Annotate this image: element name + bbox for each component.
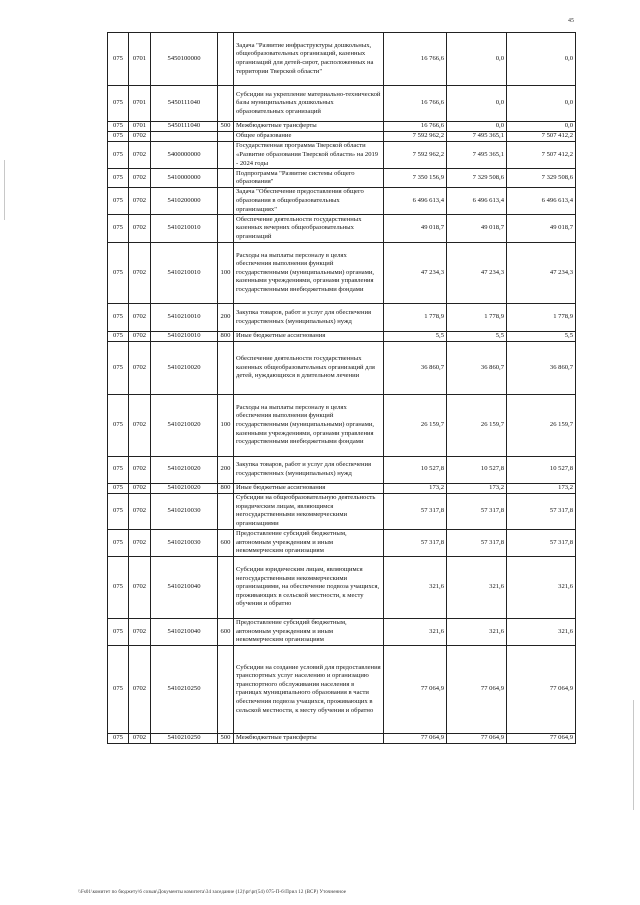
cell-ved: 075 — [108, 142, 129, 169]
cell-razdel: 0702 — [129, 646, 151, 734]
cell-razdel: 0702 — [129, 483, 151, 493]
cell-expense-type: 200 — [218, 304, 234, 331]
cell-amount-year2: 10 527,8 — [447, 456, 507, 483]
cell-razdel: 0702 — [129, 529, 151, 556]
cell-ved: 075 — [108, 242, 129, 304]
cell-razdel: 0702 — [129, 341, 151, 394]
cell-amount-year1: 57 317,8 — [384, 494, 447, 530]
cell-amount-year1: 6 496 613,4 — [384, 188, 447, 215]
cell-target-article: 5410200000 — [151, 188, 218, 215]
cell-name: Задача "Обеспечение предоставления общего образования в общеобразовательных организациях" — [234, 188, 384, 215]
cell-amount-year1: 321,6 — [384, 618, 447, 645]
cell-ved: 075 — [108, 557, 129, 619]
cell-amount-year1: 5,5 — [384, 331, 447, 341]
cell-expense-type — [218, 169, 234, 188]
table-body — [108, 33, 576, 744]
cell-amount-year2: 0,0 — [447, 86, 507, 122]
table-row — [108, 557, 576, 619]
cell-expense-type — [218, 188, 234, 215]
cell-amount-year3: 36 860,7 — [507, 341, 576, 394]
cell-name: Иные бюджетные ассигнования — [234, 483, 384, 493]
cell-amount-year2: 7 495 365,1 — [447, 142, 507, 169]
cell-expense-type — [218, 86, 234, 122]
cell-amount-year2: 36 860,7 — [447, 341, 507, 394]
cell-target-article: 5450111040 — [151, 121, 218, 131]
cell-expense-type — [218, 215, 234, 242]
cell-amount-year1: 321,6 — [384, 557, 447, 619]
cell-name: Закупка товаров, работ и услуг для обеспечения государственных (муниципальных) нужд — [234, 456, 384, 483]
cell-target-article: 5410210020 — [151, 456, 218, 483]
cell-amount-year3: 321,6 — [507, 557, 576, 619]
cell-ved: 075 — [108, 33, 129, 86]
table-row — [108, 618, 576, 645]
cell-amount-year3: 47 234,3 — [507, 242, 576, 304]
cell-name: Предоставление субсидий бюджетным, автономным учреждениям и иным некоммерческим организациям — [234, 618, 384, 645]
cell-ved: 075 — [108, 646, 129, 734]
cell-amount-year2: 7 495 365,1 — [447, 132, 507, 142]
cell-target-article: 5410000000 — [151, 169, 218, 188]
cell-target-article: 5410210010 — [151, 331, 218, 341]
cell-expense-type — [218, 557, 234, 619]
cell-ved: 075 — [108, 304, 129, 331]
cell-amount-year2: 26 159,7 — [447, 394, 507, 456]
cell-name: Межбюджетные трансферты — [234, 733, 384, 743]
cell-amount-year3: 57 317,8 — [507, 494, 576, 530]
cell-name: Государственная программа Тверской области «Развитие образования Тверской области» на 2019 - 2024 годы — [234, 142, 384, 169]
scan-edge-mark-left — [4, 160, 5, 220]
cell-razdel: 0702 — [129, 188, 151, 215]
cell-amount-year1: 16 766,6 — [384, 86, 447, 122]
cell-expense-type: 500 — [218, 733, 234, 743]
cell-amount-year2: 0,0 — [447, 33, 507, 86]
cell-name: Межбюджетные трансферты — [234, 121, 384, 131]
cell-amount-year2: 173,2 — [447, 483, 507, 493]
cell-ved: 075 — [108, 169, 129, 188]
cell-amount-year3: 0,0 — [507, 121, 576, 131]
cell-amount-year1: 7 592 962,2 — [384, 142, 447, 169]
cell-expense-type: 600 — [218, 618, 234, 645]
page-number: 45 — [568, 18, 574, 24]
cell-ved: 075 — [108, 121, 129, 131]
cell-amount-year2: 47 234,3 — [447, 242, 507, 304]
cell-name: Обеспечение деятельности государственных казенных общеобразовательных организаций для детей, нуждающихся в длительном лечении — [234, 341, 384, 394]
footer-file-path: \\Fs01\комитет по бюджету\6 созыв\Документы комитета\34 заседание (12)\pr\pr(54) 075-П-6\Прил 12 (ВСР) Уточненное — [78, 890, 347, 895]
cell-name: Расходы на выплаты персоналу в целях обеспечения выполнения функций государственными (муниципальными) органами, казенными учреждениями, органами управления государственными внебюджетными фондами — [234, 242, 384, 304]
cell-ved: 075 — [108, 394, 129, 456]
cell-name: Расходы на выплаты персоналу в целях обеспечения выполнения функций государственными (муниципальными) органами, казенными учреждениями, органами управления государственными внебюджетными фондами — [234, 394, 384, 456]
table-row — [108, 733, 576, 743]
cell-expense-type: 500 — [218, 121, 234, 131]
cell-name: Подпрограмма "Развитие системы общего образования" — [234, 169, 384, 188]
cell-amount-year2: 0,0 — [447, 121, 507, 131]
cell-amount-year2: 5,5 — [447, 331, 507, 341]
cell-name: Иные бюджетные ассигнования — [234, 331, 384, 341]
cell-expense-type: 800 — [218, 331, 234, 341]
cell-amount-year3: 0,0 — [507, 33, 576, 86]
cell-amount-year3: 7 329 508,6 — [507, 169, 576, 188]
cell-amount-year1: 77 064,9 — [384, 646, 447, 734]
cell-expense-type — [218, 341, 234, 394]
cell-ved: 075 — [108, 494, 129, 530]
cell-amount-year3: 6 496 613,4 — [507, 188, 576, 215]
cell-target-article: 5410210010 — [151, 215, 218, 242]
table-row — [108, 394, 576, 456]
cell-amount-year2: 77 064,9 — [447, 646, 507, 734]
scan-edge-mark — [633, 700, 634, 810]
cell-expense-type — [218, 494, 234, 530]
cell-amount-year3: 57 317,8 — [507, 529, 576, 556]
cell-expense-type: 200 — [218, 456, 234, 483]
table-row — [108, 132, 576, 142]
cell-amount-year3: 49 018,7 — [507, 215, 576, 242]
cell-ved: 075 — [108, 483, 129, 493]
table-row — [108, 142, 576, 169]
cell-amount-year3: 10 527,8 — [507, 456, 576, 483]
cell-amount-year3: 77 064,9 — [507, 733, 576, 743]
table-row — [108, 121, 576, 131]
cell-target-article: 5410210010 — [151, 242, 218, 304]
cell-amount-year1: 26 159,7 — [384, 394, 447, 456]
cell-target-article: 5410210250 — [151, 733, 218, 743]
cell-expense-type: 100 — [218, 394, 234, 456]
cell-target-article: 5410210020 — [151, 394, 218, 456]
cell-expense-type — [218, 142, 234, 169]
cell-amount-year2: 57 317,8 — [447, 529, 507, 556]
cell-target-article: 5410210020 — [151, 341, 218, 394]
cell-amount-year2: 1 778,9 — [447, 304, 507, 331]
cell-amount-year2: 321,6 — [447, 557, 507, 619]
cell-amount-year1: 77 064,9 — [384, 733, 447, 743]
cell-ved: 075 — [108, 618, 129, 645]
cell-name: Обеспечение деятельности государственных казенных вечерних общеобразовательных организаций — [234, 215, 384, 242]
cell-target-article: 5400000000 — [151, 142, 218, 169]
cell-amount-year2: 77 064,9 — [447, 733, 507, 743]
cell-razdel: 0702 — [129, 618, 151, 645]
cell-target-article: 5450100000 — [151, 33, 218, 86]
cell-amount-year2: 6 496 613,4 — [447, 188, 507, 215]
cell-amount-year3: 77 064,9 — [507, 646, 576, 734]
cell-amount-year1: 16 766,6 — [384, 33, 447, 86]
table-row — [108, 494, 576, 530]
cell-amount-year2: 49 018,7 — [447, 215, 507, 242]
cell-ved: 075 — [108, 341, 129, 394]
cell-expense-type — [218, 33, 234, 86]
cell-razdel: 0702 — [129, 331, 151, 341]
cell-amount-year2: 7 329 508,6 — [447, 169, 507, 188]
table-row — [108, 331, 576, 341]
cell-razdel: 0702 — [129, 242, 151, 304]
cell-amount-year1: 10 527,8 — [384, 456, 447, 483]
cell-razdel: 0702 — [129, 304, 151, 331]
cell-name: Общее образование — [234, 132, 384, 142]
table-row — [108, 188, 576, 215]
cell-ved: 075 — [108, 331, 129, 341]
cell-ved: 075 — [108, 733, 129, 743]
cell-target-article: 5410210030 — [151, 529, 218, 556]
cell-ved: 075 — [108, 132, 129, 142]
cell-razdel: 0701 — [129, 86, 151, 122]
cell-amount-year1: 16 766,6 — [384, 121, 447, 131]
cell-razdel: 0702 — [129, 456, 151, 483]
cell-name: Субсидии на укрепление материально-технической базы муниципальных дошкольных образовательных организаций — [234, 86, 384, 122]
table-row — [108, 304, 576, 331]
table-row — [108, 242, 576, 304]
cell-name: Задача "Развитие инфраструктуры дошкольных, общеобразовательных организаций, казенных организаций для детей-сирот, расположенных на территории Тверской области" — [234, 33, 384, 86]
cell-razdel: 0702 — [129, 169, 151, 188]
cell-name: Субсидии юридическим лицам, являющимся негосударственными некоммерческими организациями, на обеспечение подвоза учащихся, проживающих в сельской местности, к месту обучения и обратно — [234, 557, 384, 619]
cell-razdel: 0702 — [129, 215, 151, 242]
cell-ved: 075 — [108, 86, 129, 122]
table-row — [108, 341, 576, 394]
table-row — [108, 646, 576, 734]
cell-expense-type: 600 — [218, 529, 234, 556]
cell-ved: 075 — [108, 188, 129, 215]
cell-name: Субсидии на создание условий для предоставления транспортных услуг населению и организацию транспортного обслуживания населения в границах муниципального образования в части обеспечения подвоза учащихся, проживающих в сельской местности, к месту обучения и обратно — [234, 646, 384, 734]
cell-amount-year1: 1 778,9 — [384, 304, 447, 331]
cell-amount-year3: 7 507 412,2 — [507, 142, 576, 169]
cell-razdel: 0702 — [129, 494, 151, 530]
cell-amount-year2: 321,6 — [447, 618, 507, 645]
cell-amount-year3: 0,0 — [507, 86, 576, 122]
cell-amount-year2: 57 317,8 — [447, 494, 507, 530]
cell-ved: 075 — [108, 215, 129, 242]
cell-razdel: 0702 — [129, 394, 151, 456]
table-row — [108, 169, 576, 188]
cell-amount-year1: 49 018,7 — [384, 215, 447, 242]
table-row — [108, 215, 576, 242]
cell-amount-year3: 173,2 — [507, 483, 576, 493]
cell-amount-year1: 7 350 156,9 — [384, 169, 447, 188]
cell-expense-type: 100 — [218, 242, 234, 304]
cell-target-article: 5450111040 — [151, 86, 218, 122]
cell-amount-year3: 321,6 — [507, 618, 576, 645]
cell-amount-year3: 5,5 — [507, 331, 576, 341]
table-row — [108, 86, 576, 122]
table-row — [108, 33, 576, 86]
cell-target-article: 5410210250 — [151, 646, 218, 734]
budget-table — [107, 32, 576, 744]
cell-expense-type — [218, 646, 234, 734]
cell-amount-year1: 57 317,8 — [384, 529, 447, 556]
cell-razdel: 0702 — [129, 733, 151, 743]
cell-razdel: 0702 — [129, 132, 151, 142]
cell-amount-year1: 7 592 962,2 — [384, 132, 447, 142]
cell-expense-type: 800 — [218, 483, 234, 493]
cell-ved: 075 — [108, 456, 129, 483]
cell-target-article: 5410210040 — [151, 618, 218, 645]
cell-target-article: 5410210020 — [151, 483, 218, 493]
cell-razdel: 0702 — [129, 142, 151, 169]
cell-razdel: 0701 — [129, 121, 151, 131]
cell-expense-type — [218, 132, 234, 142]
cell-razdel: 0702 — [129, 557, 151, 619]
table-row — [108, 529, 576, 556]
cell-target-article — [151, 132, 218, 142]
cell-amount-year3: 26 159,7 — [507, 394, 576, 456]
cell-target-article: 5410210010 — [151, 304, 218, 331]
cell-target-article: 5410210040 — [151, 557, 218, 619]
cell-amount-year3: 1 778,9 — [507, 304, 576, 331]
cell-razdel: 0701 — [129, 33, 151, 86]
cell-ved: 075 — [108, 529, 129, 556]
cell-amount-year1: 47 234,3 — [384, 242, 447, 304]
cell-amount-year1: 36 860,7 — [384, 341, 447, 394]
table-row — [108, 483, 576, 493]
cell-name: Субсидии на общеобразовательную деятельность юридическим лицам, являющимся негосударственными некоммерческими организациями — [234, 494, 384, 530]
cell-target-article: 5410210030 — [151, 494, 218, 530]
cell-name: Предоставление субсидий бюджетным, автономным учреждениям и иным некоммерческим организациям — [234, 529, 384, 556]
cell-amount-year1: 173,2 — [384, 483, 447, 493]
cell-name: Закупка товаров, работ и услуг для обеспечения государственных (муниципальных) нужд — [234, 304, 384, 331]
cell-amount-year3: 7 507 412,2 — [507, 132, 576, 142]
table-row — [108, 456, 576, 483]
